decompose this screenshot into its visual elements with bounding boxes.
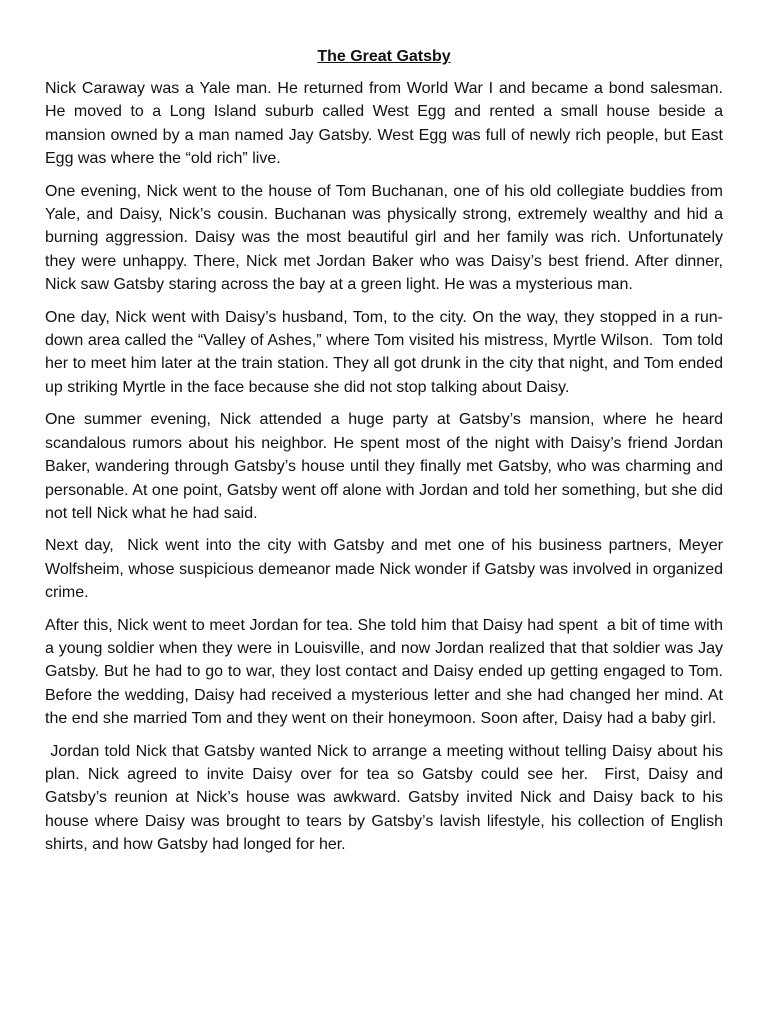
paragraph-4: One summer evening, Nick attended a huge party at Gatsby’s mansion, where he heard scandalous rumors about his neighbor. He spent most of the night with Daisy’s friend Jordan Baker, wandering through Gatsby’s house until they finally met Gatsby, who was charming and personable. At one point, Gatsby went off alone with Jordan and told her something, but she did not tell Nick what he had said. — [45, 411, 728, 522]
paragraph-2: One evening, Nick went to the house of Tom Buchanan, one of his old collegiate buddies from Yale, and Daisy, Nick’s cousin. Buchanan was physically strong, extremely wealthy and hid a burning aggression. Daisy was the most beautiful girl and her family was rich. Unfortunately they were unhappy. There, Nick met Jordan Baker who was Daisy’s best friend. After dinner, Nick saw Gatsby staring across the bay at a green light. He was a mysterious man. — [45, 182, 728, 294]
paragraph-7: Jordan told Nick that Gatsby wanted Nick to arrange a meeting without telling Daisy about his plan. Nick agreed to invite Daisy over for tea so Gatsby could see her. First, Daisy and Gatsby’s reunion at Nick’s house was awkward. Gatsby invited Nick and Daisy back to his house where Daisy was brought to tears by Gatsby’s lavish lifestyle, his collection of English shirts, and how Gatsby had longed for her. — [45, 742, 728, 854]
paragraph-6: After this, Nick went to meet Jordan for tea. She told him that Daisy had spent a bit of time with a young soldier when they were in Louisville, and now Jordan realized that that soldier was Jay Gatsby. But he had to go to war, they lost contact and Daisy ended up getting engaged to Tom. Before the wedding, Daisy had received a mysterious letter and she had changed her mind. At the end she married Tom and they went on their honeymoon. Soon after, Daisy had a baby girl. — [45, 616, 728, 728]
paragraph-3: One day, Nick went with Daisy’s husband, Tom, to the city. On the way, they stopped in a run-down area called the “Valley of Ashes,” where Tom visited his mistress, Myrtle Wilson. Tom told her to meet him later at the train station. They all got drunk in the city that night, and Tom ended up striking Myrtle in the face because she did not stop talking about Daisy. — [45, 308, 728, 396]
document-title: The Great Gatsby — [317, 48, 451, 65]
paragraph-5: Next day, Nick went into the city with Gatsby and met one of his business partners, Meyer Wolfsheim, whose suspicious demeanor made Nick wonder if Gatsby was involved in organized crime. — [45, 537, 728, 602]
paragraph-1: Nick Caraway was a Yale man. He returned from World War I and became a bond salesman. He moved to a Long Island suburb called West Egg and rented a small house beside a mansion owned by a man named Jay Gatsby. West Egg was full of newly rich people, but East Egg was where the “old rich” live. — [45, 80, 728, 168]
